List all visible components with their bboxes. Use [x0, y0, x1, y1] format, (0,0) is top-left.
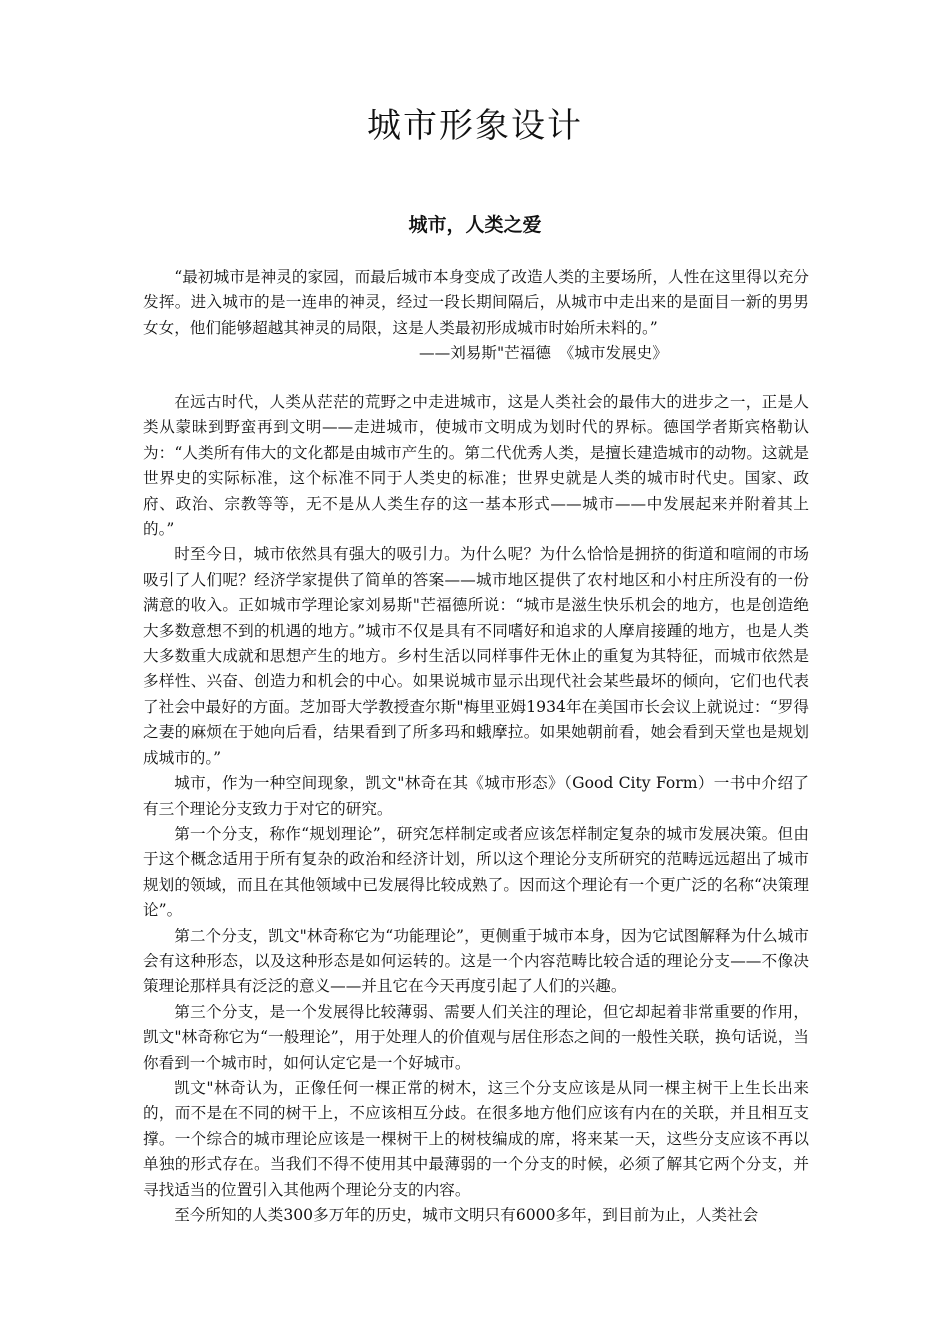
- section-subtitle: 城市，人类之爱: [408, 214, 542, 236]
- body-paragraph: 时至今日，城市依然具有强大的吸引力。为什么呢？为什么恰恰是拥挤的街道和喧闹的市场吸引了人们呢？经济学家提供了简单的答案——城市地区提供了农村地区和小村庄所没有的一份满意的收入。正如城市学理论家刘易斯"芒福德所说：“城市是滋生快乐机会的地方，也是创造绝大多数意想不到的机遇的地方。”城市不仅是具有不同嗜好和追求的人摩肩接踵的地方，也是人类大多数重大成就和思想产生的地方。乡村生活以同样事件无休止的重复为其特征，而城市依然是多样性、兴奋、创造力和机会的中心。如果说城市显示出现代社会某些最坏的倾向，它们也代表了社会中最好的方面。芝加哥大学教授查尔斯"梅里亚姆1934年在美国市长会议上就说过：“罗得之妻的麻烦在于她向后看，结果看到了所多玛和蛾摩拉。如果她朝前看，她会看到天堂也是规划成城市的。”: [143, 545, 809, 767]
- epigraph-quote: [143, 265, 809, 367]
- body-text: [143, 390, 809, 1228]
- body-paragraph: 凯文"林奇认为，正像任何一棵正常的树木，这三个分支应该是从同一棵主树干上生长出来的，而不是在不同的树干上，不应该相互分歧。在很多地方他们应该有内在的关联，并且相互支撑。一个综合的城市理论应该是一棵树干上的树枝编成的席，将来某一天，这些分支应该不再以单独的形式存在。当我们不得不使用其中最薄弱的一个分支的时候，必须了解其它两个分支，并寻找适当的位置引入其他两个理论分支的内容。: [143, 1078, 809, 1199]
- body-paragraph: 在远古时代，人类从茫茫的荒野之中走进城市，这是人类社会的最伟大的进步之一，正是人类从蒙昧到野蛮再到文明——走进城市，使城市文明成为划时代的界标。德国学者斯宾格勒认为：“人类所有伟大的文化都是由城市产生的。第二代优秀人类，是擅长建造城市的动物。这就是世界史的实际标准，这个标准不同于人类史的标准；世界史就是人类的城市时代史。国家、政府、政治、宗教等等，无不是从人类生存的这一基本形式——城市——中发展起来并附着其上的。”: [143, 393, 809, 539]
- body-paragraph: 第一个分支，称作“规划理论”，研究怎样制定或者应该怎样制定复杂的城市发展决策。但由于这个概念适用于所有复杂的政治和经济计划，所以这个理论分支所研究的范畴远远超出了城市规划的领域，而且在其他领域中已发展得比较成熟了。因而这个理论有一个更广泛的名称“决策理论”。: [143, 824, 809, 920]
- quote-attribution: ——刘易斯"芒福德 《城市发展史》: [419, 344, 668, 363]
- body-paragraph: 第三个分支，是一个发展得比较薄弱、需要人们关注的理论，但它却起着非常重要的作用，凯文"林奇称它为“一般理论”，用于处理人的价值观与居住形态之间的一般性关联，换句话说，当你看到一个城市时，如何认定它是一个好城市。: [143, 1002, 809, 1072]
- body-paragraph: 至今所知的人类300多万年的历史，城市文明只有6000多年，到目前为止，人类社会: [174, 1206, 759, 1224]
- body-paragraph: 城市，作为一种空间现象，凯文"林奇在其《城市形态》（Good City Form）一书中介绍了有三个理论分支致力于对它的研究。: [143, 774, 809, 818]
- document-title: 城市形象设计: [367, 106, 583, 146]
- body-paragraph: 第二个分支，凯文"林奇称它为“功能理论”，更侧重于城市本身，因为它试图解释为什么城市会有这种形态，以及这种形态是如何运转的。这是一个内容范畴比较合适的理论分支——不像决策理论那样具有泛泛的意义——并且它在今天再度引起了人们的兴趣。: [143, 926, 809, 996]
- quote-text: “最初城市是神灵的家园，而最后城市本身变成了改造人类的主要场所，人性在这里得以充分发挥。进入城市的是一连串的神灵，经过一段长期间隔后，从城市中走出来的是面目一新的男男女女，他们能够超越其神灵的局限，这是人类最初形成城市时始所未料的。”: [143, 268, 809, 337]
